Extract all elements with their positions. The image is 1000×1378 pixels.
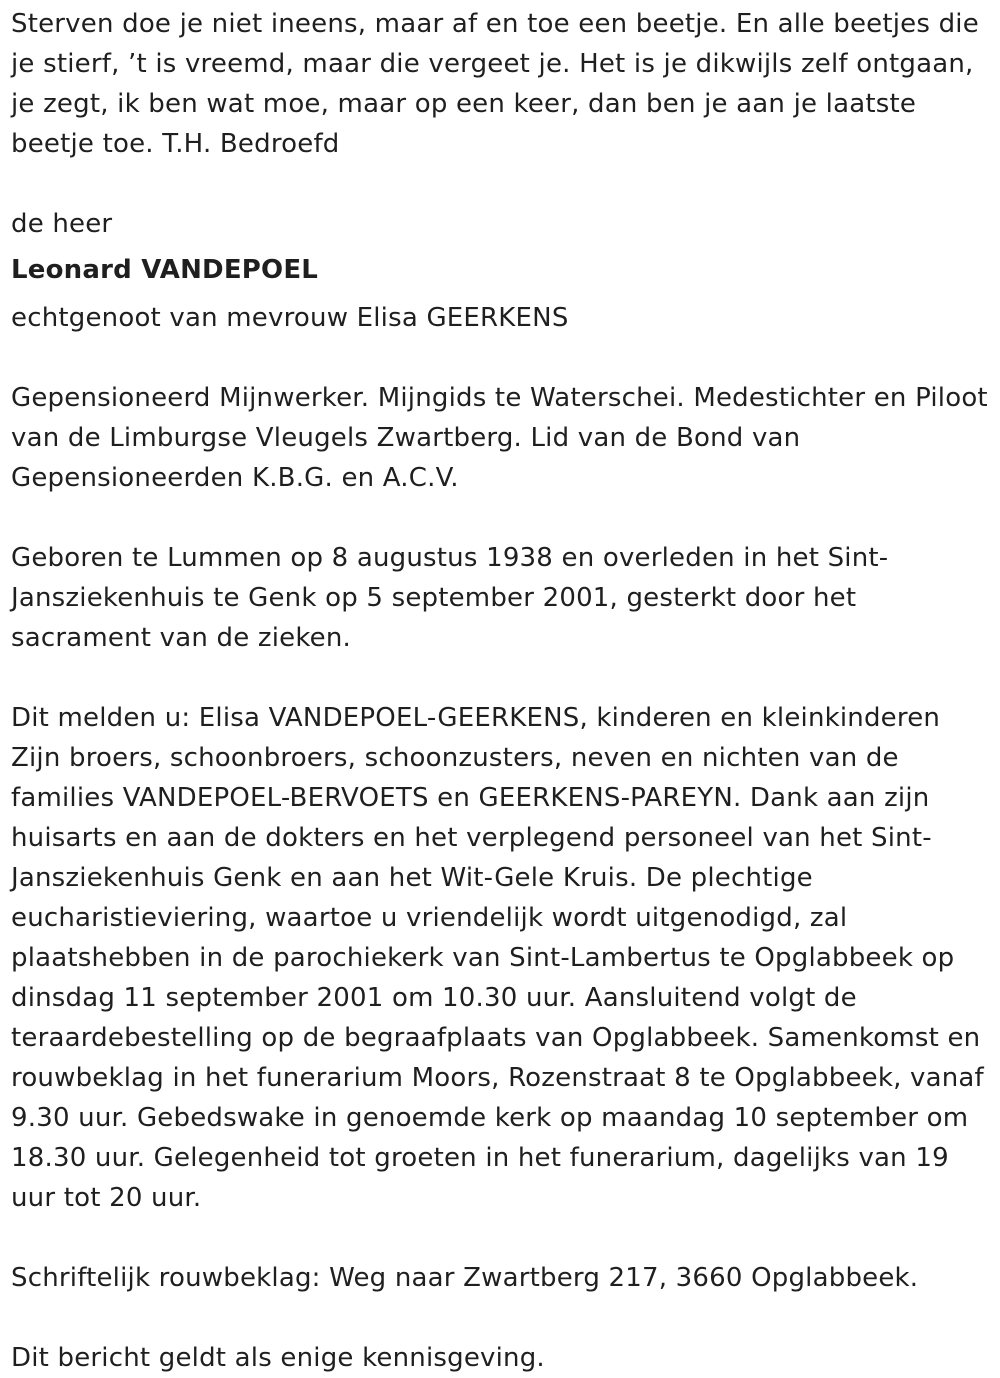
spouse-line: echtgenoot van mevrouw Elisa GEERKENS [11,303,569,333]
deceased-name: Leonard VANDEPOEL [11,255,319,285]
poem-paragraph: Sterven doe je niet ineens, maar af en toe een beetje. En alle beetjes die je stierf, ’t is vreemd, maar die vergeet je. Het is je dikwijls zelf ontgaan, je zegt, ik ben wat moe, maar op een keer, dan ben je aan je laatste beetje toe. T.H. Bedroefd [11,9,979,159]
occupation-paragraph: Gepensioneerd Mijnwerker. Mijngids te Waterschei. Medestichter en Piloot van de Limburgse Vleugels Zwartberg. Lid van de Bond van Gepensioneerden K.B.G. en A.C.V. [11,383,988,493]
spacer [11,1298,988,1338]
closing-line: Dit bericht geldt als enige kennisgeving. [11,1343,545,1373]
birth-death-paragraph: Geboren te Lummen op 8 augustus 1938 en overleden in het Sint-Jansziekenhuis te Genk op 5 september 2001, gesterkt door het sacrament van de zieken. [11,543,889,653]
written-condolences-line: Schriftelijk rouwbeklag: Weg naar Zwartberg 217, 3660 Opglabbeek. [11,1263,919,1293]
title-prefix: de heer [11,209,113,239]
announcement-paragraph: Dit melden u: Elisa VANDEPOEL-GEERKENS, kinderen en kleinkinderen Zijn broers, schoonbroers, schoonzusters, neven en nichten van de families VANDEPOEL-BERVOETS en GEERKENS-PAREYN. Dank aan zijn huisarts en aan de dokters en het verplegend personeel van het Sint-Jansziekenhuis Genk en aan het Wit-Gele Kruis. De plechtige eucharistieviering, waartoe u vriendelijk wordt uitgenodigd, zal plaatshebben in de parochiekerk van Sint-Lambertus te Opglabbeek op dinsdag 11 september 2001 om 10.30 uur. Aansluitend volgt de teraardebestelling op de begraafplaats van Opglabbeek. Samenkomst en rouwbeklag in het funerarium Moors, Rozenstraat 8 te Opglabbeek, vanaf 9.30 uur. Gebedswake in genoemde kerk op maandag 10 september om 18.30 uur. Gelegenheid tot groeten in het funerarium, dagelijks van 19 uur tot 20 uur. [11,703,984,1213]
spacer [11,498,988,538]
spacer [11,164,988,204]
spacer [11,658,988,698]
spacer [11,1218,988,1258]
spacer [11,338,988,378]
